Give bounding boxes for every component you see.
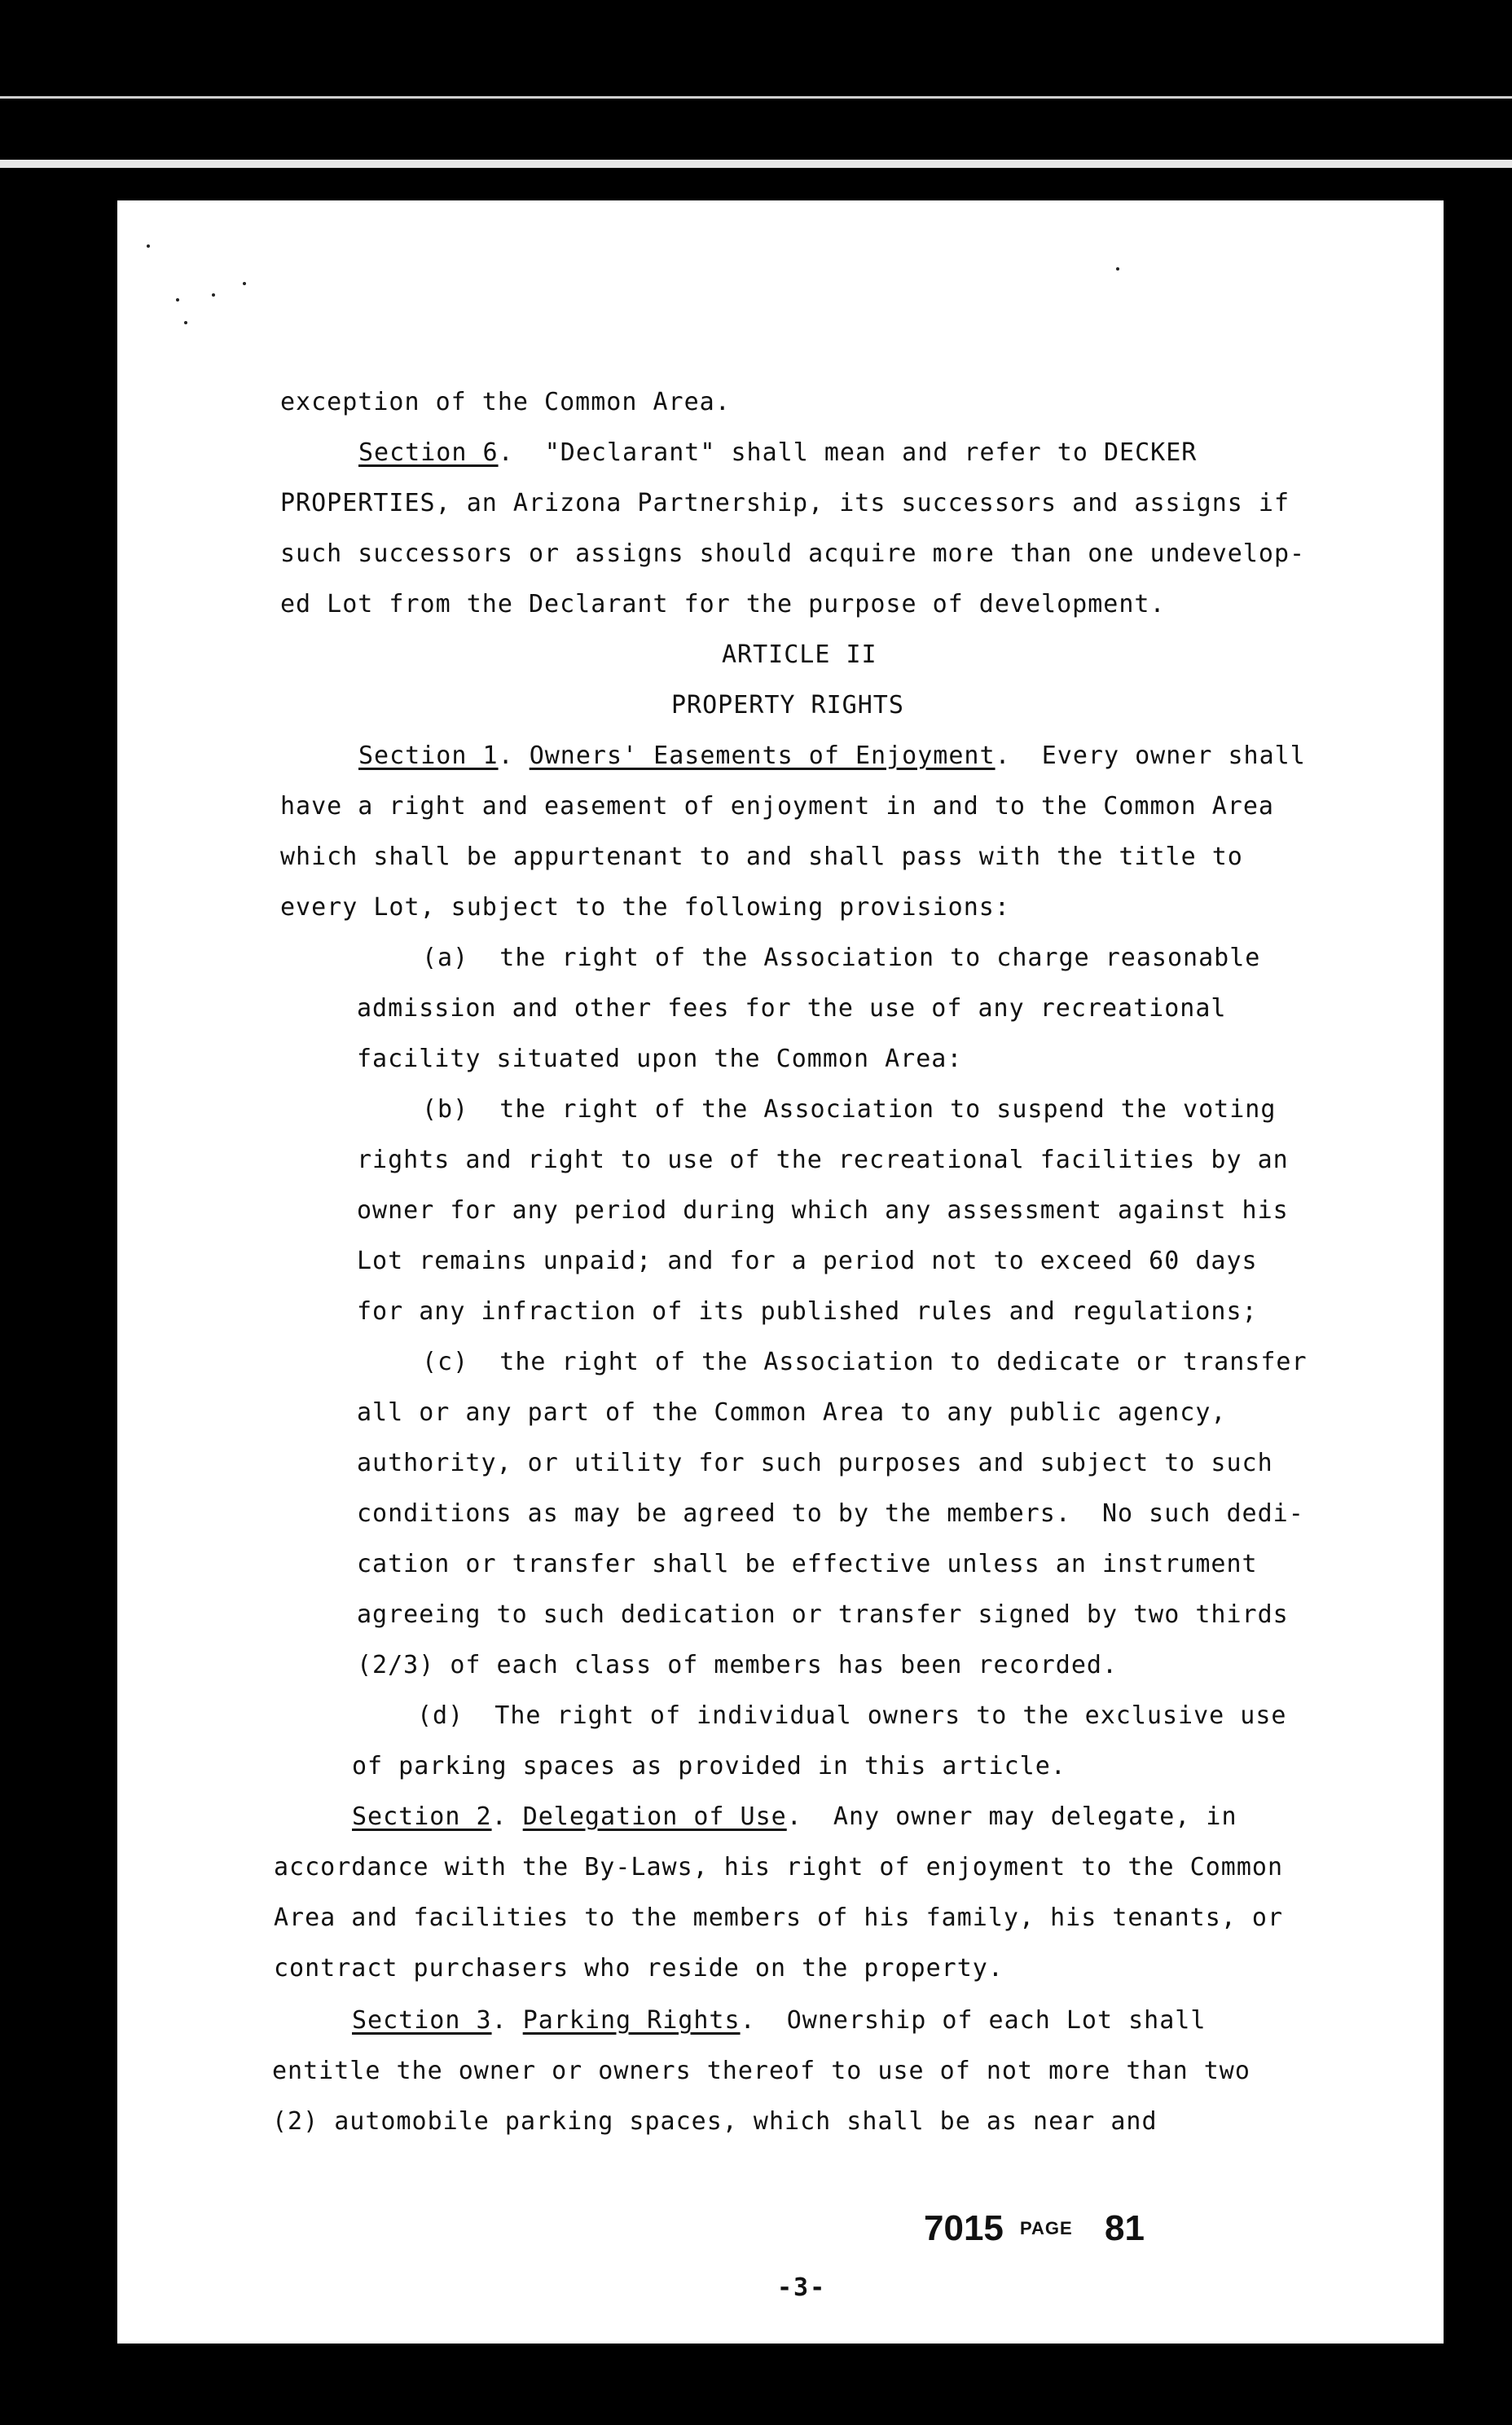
text-line: (2) automobile parking spaces, which shall be as near and	[272, 2107, 1158, 2136]
text-line: of parking spaces as provided in this article.	[352, 1752, 1066, 1780]
text-line: admission and other fees for the use of any recreational	[357, 994, 1227, 1023]
section-label: Section 1	[358, 742, 499, 770]
section-title: Owners' Easements of Enjoyment	[529, 742, 996, 770]
recording-page-label: PAGE	[1020, 2218, 1073, 2238]
scan-speck	[184, 321, 187, 324]
document-page	[117, 200, 1444, 2344]
scan-speck	[243, 282, 246, 285]
text-line: all or any part of the Common Area to any public agency,	[357, 1398, 1227, 1427]
text-line: (d) The right of individual owners to the exclusive use	[417, 1701, 1287, 1730]
text-line: ed Lot from the Declarant for the purpose of development.	[280, 590, 1166, 618]
text-line: agreeing to such dedication or transfer signed by two thirds	[357, 1600, 1289, 1629]
text-line: which shall be appurtenant to and shall pass with the title to	[280, 843, 1243, 871]
text-line: have a right and easement of enjoyment in and to the Common Area	[280, 792, 1274, 821]
text-line: Section 3. Parking Rights. Ownership of each Lot shall	[352, 2006, 1207, 2035]
section-title: Parking Rights	[522, 2006, 741, 2035]
text-line: rights and right to use of the recreational facilities by an	[357, 1146, 1289, 1174]
text-line: Section 1. Owners' Easements of Enjoyment. Every owner shall	[358, 742, 1306, 770]
section-label: Section 2	[352, 1802, 492, 1831]
text-line: Area and facilities to the members of his family, his tenants, or	[274, 1903, 1283, 1932]
recording-page-number: 81	[1105, 2208, 1145, 2248]
text-line: facility situated upon the Common Area:	[357, 1045, 963, 1073]
article-title: PROPERTY RIGHTS	[671, 691, 904, 720]
scan-speck	[176, 298, 179, 301]
text-line: every Lot, subject to the following provisions:	[280, 893, 1010, 922]
section-label: Section 3	[352, 2006, 492, 2035]
scan-speck	[147, 244, 150, 248]
text-line: exception of the Common Area.	[280, 388, 731, 416]
text-line: owner for any period during which any assessment against his	[357, 1196, 1289, 1225]
section-label: Section 6	[358, 438, 499, 467]
text-line: authority, or utility for such purposes and subject to such	[357, 1449, 1273, 1477]
text-line: Section 6. "Declarant" shall mean and refer to DECKER	[358, 438, 1198, 467]
text-line: (2/3) of each class of members has been recorded.	[357, 1651, 1119, 1679]
text-line: entitle the owner or owners thereof to use of not more than two	[272, 2057, 1250, 2085]
text-line: (b) the right of the Association to suspend the voting	[422, 1095, 1277, 1124]
text-line: conditions as may be agreed to by the members. No such dedi-	[357, 1499, 1304, 1528]
text-line: Lot remains unpaid; and for a period not to exceed 60 days	[357, 1247, 1258, 1275]
text-line: (a) the right of the Association to charge reasonable	[422, 944, 1261, 972]
scan-edge-band	[0, 160, 1512, 168]
text-line: PROPERTIES, an Arizona Partnership, its successors and assigns if	[280, 489, 1290, 517]
text-line: such successors or assigns should acquire more than one undevelop-	[280, 539, 1306, 568]
recording-book-number: 7015	[924, 2208, 1004, 2248]
article-heading: ARTICLE II	[722, 640, 877, 669]
scan-edge-line	[0, 96, 1512, 99]
page-number: -3-	[777, 2273, 827, 2302]
section-title: Delegation of Use	[522, 1802, 787, 1831]
text-line: cation or transfer shall be effective unless an instrument	[357, 1550, 1258, 1578]
scan-speck	[212, 293, 215, 297]
text-line: Section 2. Delegation of Use. Any owner may delegate, in	[352, 1802, 1237, 1831]
text-line: contract purchasers who reside on the property.	[274, 1954, 1004, 1983]
scan-speck	[1116, 267, 1119, 271]
text-line: (c) the right of the Association to dedicate or transfer	[422, 1348, 1308, 1376]
text-line: for any infraction of its published rules and regulations;	[357, 1297, 1258, 1326]
text-line: accordance with the By-Laws, his right of enjoyment to the Common	[274, 1853, 1283, 1881]
